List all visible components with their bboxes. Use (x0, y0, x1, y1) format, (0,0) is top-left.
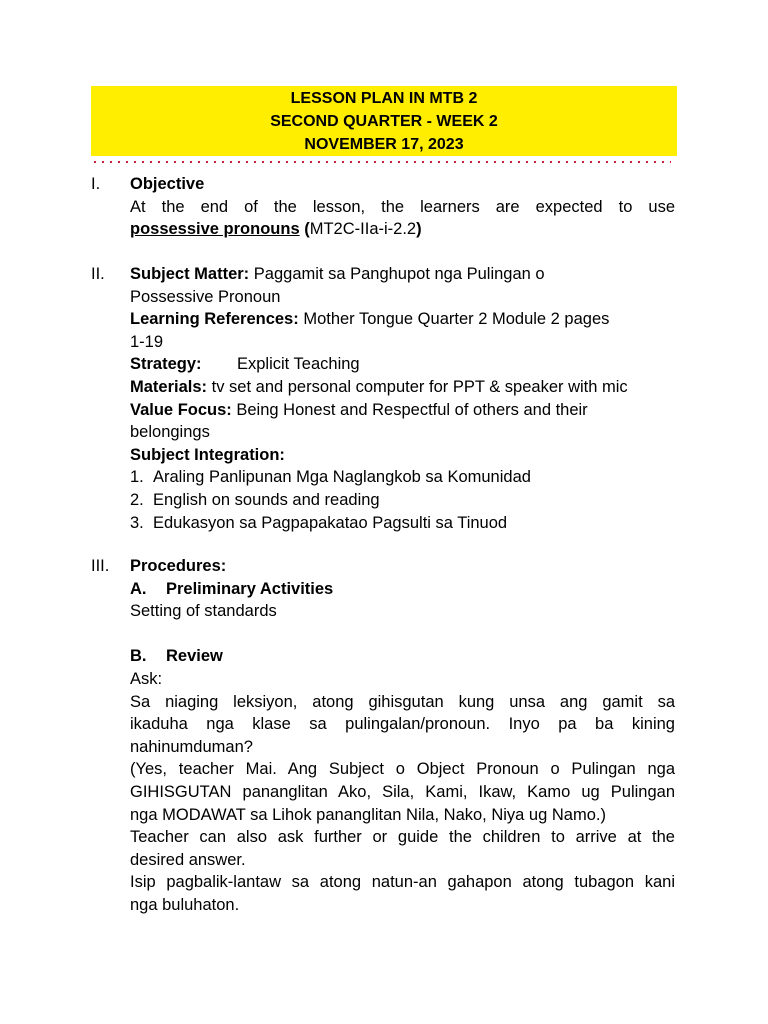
document-header (91, 86, 677, 156)
expected-answer: (Yes, teacher Mai. Ang Subject o Object Pronoun o Pulingan nga (130, 760, 675, 779)
teacher-note: Teacher can also ask further or guide the children to arrive at the (130, 828, 675, 847)
recall-instruction: Isip pagbalik-lantaw sa atong natun-an gahapon atong tubagon kani (130, 873, 675, 892)
subject-matter-line: Subject Matter: Paggamit sa Panghupot nga Pulingan o (130, 265, 545, 283)
references-line: Learning References: Mother Tongue Quarter 2 Module 2 pages (130, 310, 610, 329)
dotted-divider (91, 160, 671, 164)
header-date: NOVEMBER 17, 2023 (304, 136, 464, 153)
review-paragraph: Sa niaging leksiyon, atong gihisgutan kung unsa ang gamit sa (130, 692, 675, 711)
materials-line: Materials: tv set and personal computer for PPT & speaker with mic (130, 377, 628, 396)
procedures-title: Procedures: (130, 557, 227, 575)
ask-label: Ask: (130, 669, 163, 688)
preliminary-heading: A. Preliminary Activities (130, 579, 334, 598)
objective-competency: possessive pronouns (MT2C-IIa-i-2.2) (130, 220, 422, 239)
strategy-line: Strategy: Explicit Teaching (130, 353, 675, 376)
section-numeral: III. (91, 557, 110, 575)
header-quarter: SECOND QUARTER - WEEK 2 (270, 113, 498, 130)
section-numeral: II. (91, 265, 105, 283)
list-item: 2. English on sounds and reading (130, 490, 380, 509)
list-item: 3. Edukasyon sa Pagpapakatao Pagsulti sa Tinuod (130, 513, 508, 532)
materials-label: Materials: (130, 377, 208, 396)
objective-title: Objective (130, 175, 205, 193)
header-title: LESSON PLAN IN MTB 2 (290, 90, 478, 107)
integration-label: Subject Integration: (130, 445, 285, 464)
preliminary-text: Setting of standards (130, 602, 277, 621)
value-focus-line: Value Focus: Being Honest and Respectful of others and their (130, 400, 588, 419)
objective-text: At the end of the lesson, the learners are expected to use (130, 197, 675, 216)
competency-code: MT2C-IIa-i-2.2 (309, 220, 417, 239)
objective-emphasis: possessive pronouns (130, 220, 300, 239)
references-label: Learning References: (130, 310, 299, 329)
section-numeral: I. (91, 175, 101, 193)
list-item: 1. Araling Panlipunan Mga Naglangkob sa Komunidad (130, 468, 531, 487)
strategy-label: Strategy: (130, 355, 202, 374)
review-heading: B. Review (130, 647, 223, 666)
subject-matter-label: Subject Matter: (130, 265, 250, 283)
value-focus-label: Value Focus: (130, 400, 232, 419)
